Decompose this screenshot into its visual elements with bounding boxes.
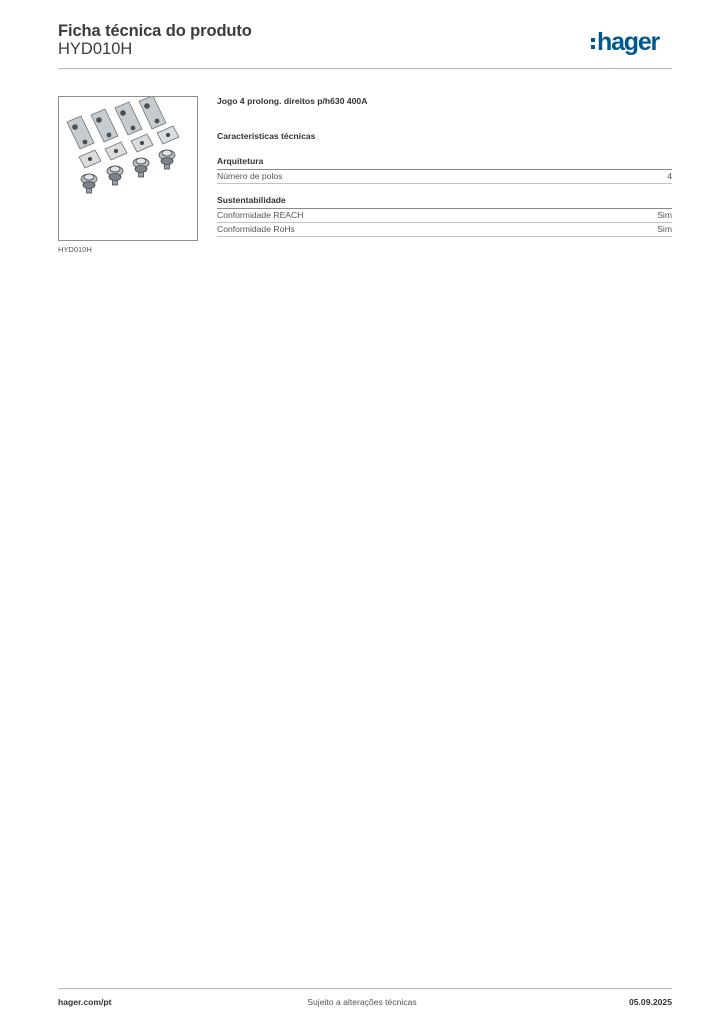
busbar-extension-kit-photo-icon xyxy=(59,97,197,240)
spec-label: Número de polos xyxy=(217,171,283,181)
spec-value: Sim xyxy=(657,210,672,220)
spec-row xyxy=(217,209,672,223)
image-caption: HYD010H xyxy=(58,245,92,254)
logo-wordmark: hager xyxy=(597,28,660,56)
spec-row xyxy=(217,170,672,184)
section-title: Arquitetura xyxy=(217,156,672,170)
product-name: Jogo 4 prolong. direitos p/h630 400A xyxy=(217,96,368,106)
section-architecture xyxy=(217,156,672,184)
footer-notice: Sujeito a alterações técnicas xyxy=(307,997,417,1007)
section-title: Sustentabilidade xyxy=(217,195,672,209)
product-reference: HYD010H xyxy=(58,40,133,58)
document-title: Ficha técnica do produto xyxy=(58,22,252,40)
footer-divider xyxy=(58,988,672,989)
spec-label: Conformidade REACH xyxy=(217,210,304,220)
section-sustainability xyxy=(217,195,672,237)
header-divider xyxy=(58,68,672,69)
page-header xyxy=(58,20,672,70)
product-image xyxy=(58,96,198,241)
hager-logo xyxy=(590,26,672,58)
spec-row xyxy=(217,223,672,237)
spec-value: Sim xyxy=(657,224,672,234)
footer-website[interactable]: hager.com/pt xyxy=(58,997,112,1007)
footer-date: 05.09.2025 xyxy=(628,997,672,1007)
spec-value: 4 xyxy=(667,171,672,181)
spec-label: Conformidade RoHs xyxy=(217,224,295,234)
technical-characteristics-heading: Características técnicas xyxy=(217,131,316,141)
